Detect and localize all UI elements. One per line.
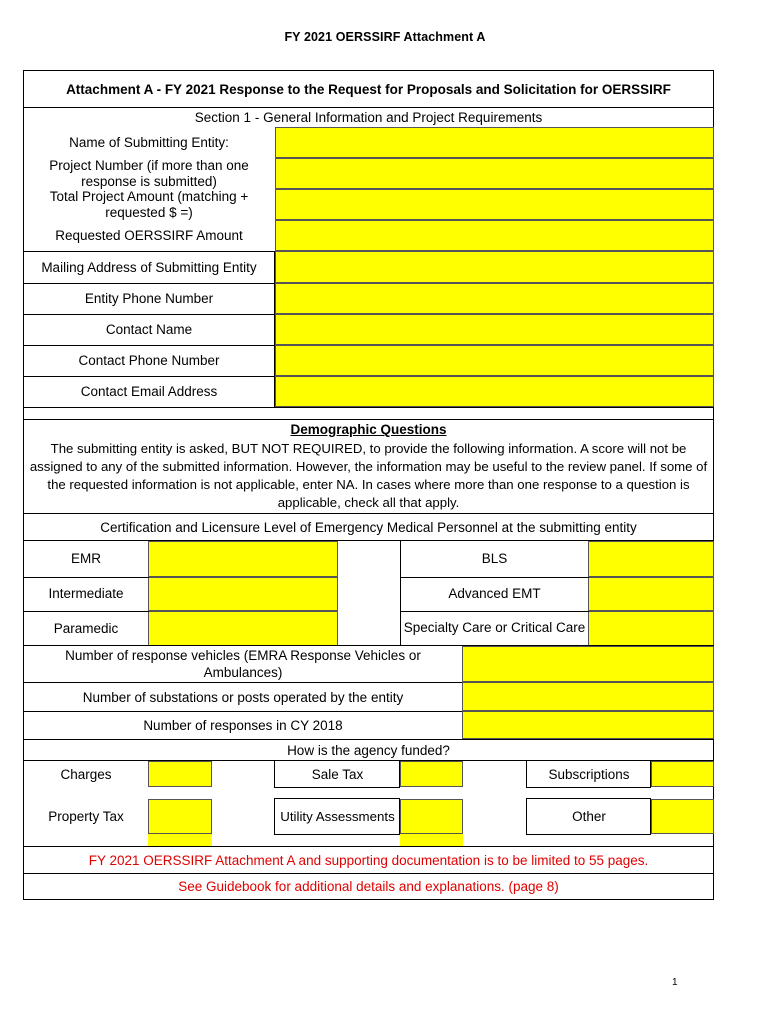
field-entity-phone[interactable] (275, 283, 714, 314)
funding-sale-tax-label: Sale Tax (311, 766, 364, 782)
label-total-amount: Total Project Amount (matching + requested $ =) (49, 188, 249, 220)
funding-sale-tax-field[interactable] (400, 761, 463, 787)
form-title: Attachment A - FY 2021 Response to the Request for Proposals and Solicitation for OERSSIRF (66, 82, 671, 97)
funding-subscriptions-field[interactable] (651, 761, 714, 787)
field-contact-email[interactable] (275, 376, 714, 407)
demographics-heading: Demographic Questions (290, 422, 447, 437)
responses-label: Number of responses in CY 2018 (143, 718, 343, 733)
demographics-instructions: The submitting entity is asked, BUT NOT REQUIRED, to provide the following information. A score will not be assigned to any of the submitted information. However, the information may be useful to the review panel. If some of the requested information is not applicable, enter NA. In cases where more than one response to a question is applicable, check all that apply. (29, 441, 708, 510)
note-page-limit: FY 2021 OERSSIRF Attachment A and supporting documentation is to be limited to 55 pages. (88, 852, 649, 868)
funding-charges-label: Charges (60, 766, 112, 782)
field-contact-phone[interactable] (275, 345, 714, 376)
level-intermediate-label: Intermediate (48, 586, 124, 601)
funding-other-field[interactable] (651, 799, 714, 834)
vehicles-field[interactable] (462, 646, 714, 682)
certification-heading: Certification and Licensure Level of Emergency Medical Personnel at the submitting entity (100, 519, 637, 535)
label-contact-email: Contact Email Address (80, 384, 218, 399)
level-paramedic-field[interactable] (148, 611, 338, 646)
level-specialty-care-field[interactable] (588, 611, 714, 646)
substations-label: Number of substations or posts operated by the entity (82, 689, 404, 705)
field-mailing-address[interactable] (275, 251, 714, 283)
level-specialty-care-label: Specialty Care or Critical Care (403, 620, 586, 635)
level-intermediate-field[interactable] (148, 577, 338, 611)
level-bls-label: BLS (481, 551, 508, 566)
note-guidebook: See Guidebook for additional details and explanations. (page 8) (178, 879, 559, 894)
label-entity-name: Name of Submitting Entity: (69, 135, 229, 150)
label-entity-phone: Entity Phone Number (84, 291, 214, 306)
level-paramedic-label: Paramedic (53, 620, 119, 636)
level-bls-field[interactable] (588, 541, 714, 577)
level-emr-label: EMR (71, 551, 101, 566)
funding-property-tax-field[interactable] (148, 799, 212, 834)
funding-charges-field[interactable] (148, 761, 212, 787)
page-header: FY 2021 OERSSIRF Attachment A (284, 30, 486, 44)
funding-question: How is the agency funded? (287, 742, 450, 758)
field-contact-name[interactable] (275, 314, 714, 345)
field-requested-amount[interactable] (275, 220, 714, 251)
funding-subscriptions-label: Subscriptions (548, 766, 630, 782)
label-mailing-address: Mailing Address of Submitting Entity (41, 259, 257, 275)
label-requested-amount: Requested OERSSIRF Amount (55, 228, 243, 243)
level-advanced-emt-label: Advanced EMT (448, 586, 541, 601)
funding-utility-field[interactable] (400, 799, 463, 834)
label-contact-name: Contact Name (105, 322, 193, 337)
section1-heading: Section 1 - General Information and Project Requirements (194, 110, 543, 125)
label-contact-phone: Contact Phone Number (78, 353, 220, 368)
responses-field[interactable] (462, 711, 714, 739)
field-entity-name[interactable] (275, 127, 714, 158)
substations-field[interactable] (462, 682, 714, 711)
vehicles-label: Number of response vehicles (EMRA Response Vehicles or Ambulances) (65, 648, 421, 680)
level-emr-field[interactable] (148, 541, 338, 577)
field-project-number[interactable] (275, 158, 714, 189)
page-number: 1 (672, 977, 678, 988)
label-project-number: Project Number (if more than one response is submitted) (49, 157, 249, 189)
funding-other-label: Other (572, 809, 606, 824)
field-total-amount[interactable] (275, 189, 714, 220)
level-advanced-emt-field[interactable] (588, 577, 714, 611)
funding-property-tax-label: Property Tax (48, 809, 124, 824)
funding-utility-label: Utility Assessments (280, 809, 395, 824)
